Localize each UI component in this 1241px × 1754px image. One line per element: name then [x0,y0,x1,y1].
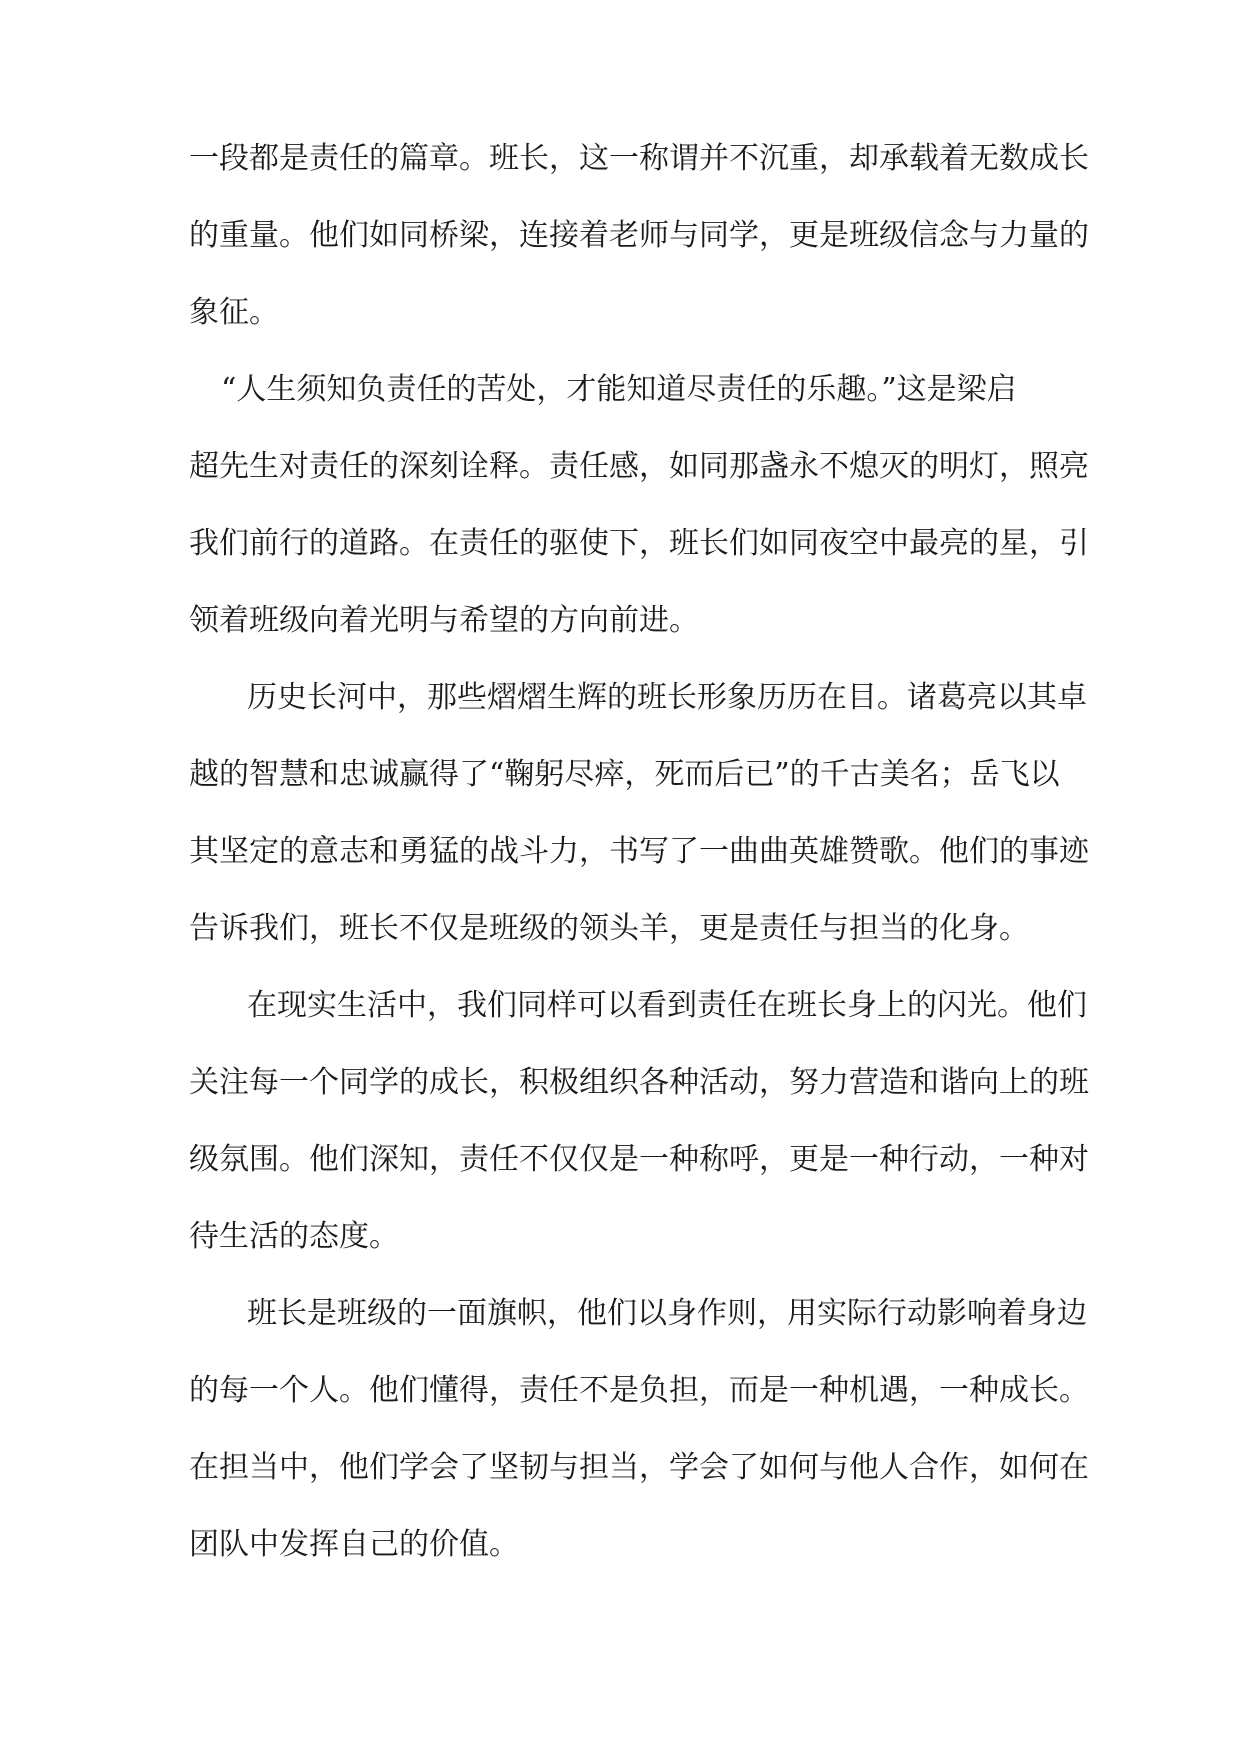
text-line: 班长是班级的一面旗帜，他们以身作则，用实际行动影响着身边 [247,1296,1087,1331]
text-line: 的重量。他们如同桥梁，连接着老师与同学，更是班级信念与力量的 [189,218,1089,253]
text-line: 团队中发挥自己的价值。 [189,1527,519,1562]
document-body [189,138,1089,1601]
text-line: 越的智慧和忠诚赢得了“鞠躬尽瘁，死而后已”的千古美名；岳飞以 [189,757,1060,792]
paragraph [189,369,1089,642]
text-line: 的每一个人。他们懂得，责任不是负担，而是一种机遇，一种成长。 [189,1373,1089,1408]
text-line: 超先生对责任的深刻诠释。责任感，如同那盏永不熄灭的明灯，照亮 [189,449,1089,484]
text-line: 象征。 [189,295,279,330]
text-line: 一段都是责任的篇章。班长，这一称谓并不沉重，却承载着无数成长 [189,141,1089,176]
text-line: 在现实生活中，我们同样可以看到责任在班长身上的闪光。他们 [247,988,1087,1023]
text-line: “人生须知负责任的苦处，才能知道尽责任的乐趣。”这是梁启 [221,372,1017,407]
text-line: 历史长河中，那些熠熠生辉的班长形象历历在目。诸葛亮以其卓 [247,680,1087,715]
text-line: 领着班级向着光明与希望的方向前进。 [189,603,699,638]
text-line: 我们前行的道路。在责任的驱使下，班长们如同夜空中最亮的星，引 [189,526,1089,561]
text-line: 级氛围。他们深知，责任不仅仅是一种称呼，更是一种行动，一种对 [189,1142,1089,1177]
text-line: 告诉我们，班长不仅是班级的领头羊，更是责任与担当的化身。 [189,911,1029,946]
paragraph [189,985,1089,1258]
text-line: 关注每一个同学的成长，积极组织各种活动，努力营造和谐向上的班 [189,1065,1089,1100]
paragraph [189,138,1089,334]
paragraph [189,1293,1089,1566]
text-line: 其坚定的意志和勇猛的战斗力，书写了一曲曲英雄赞歌。他们的事迹 [189,834,1089,869]
text-line: 待生活的态度。 [189,1219,399,1254]
paragraph [189,677,1089,950]
text-line: 在担当中，他们学会了坚韧与担当，学会了如何与他人合作，如何在 [189,1450,1089,1485]
